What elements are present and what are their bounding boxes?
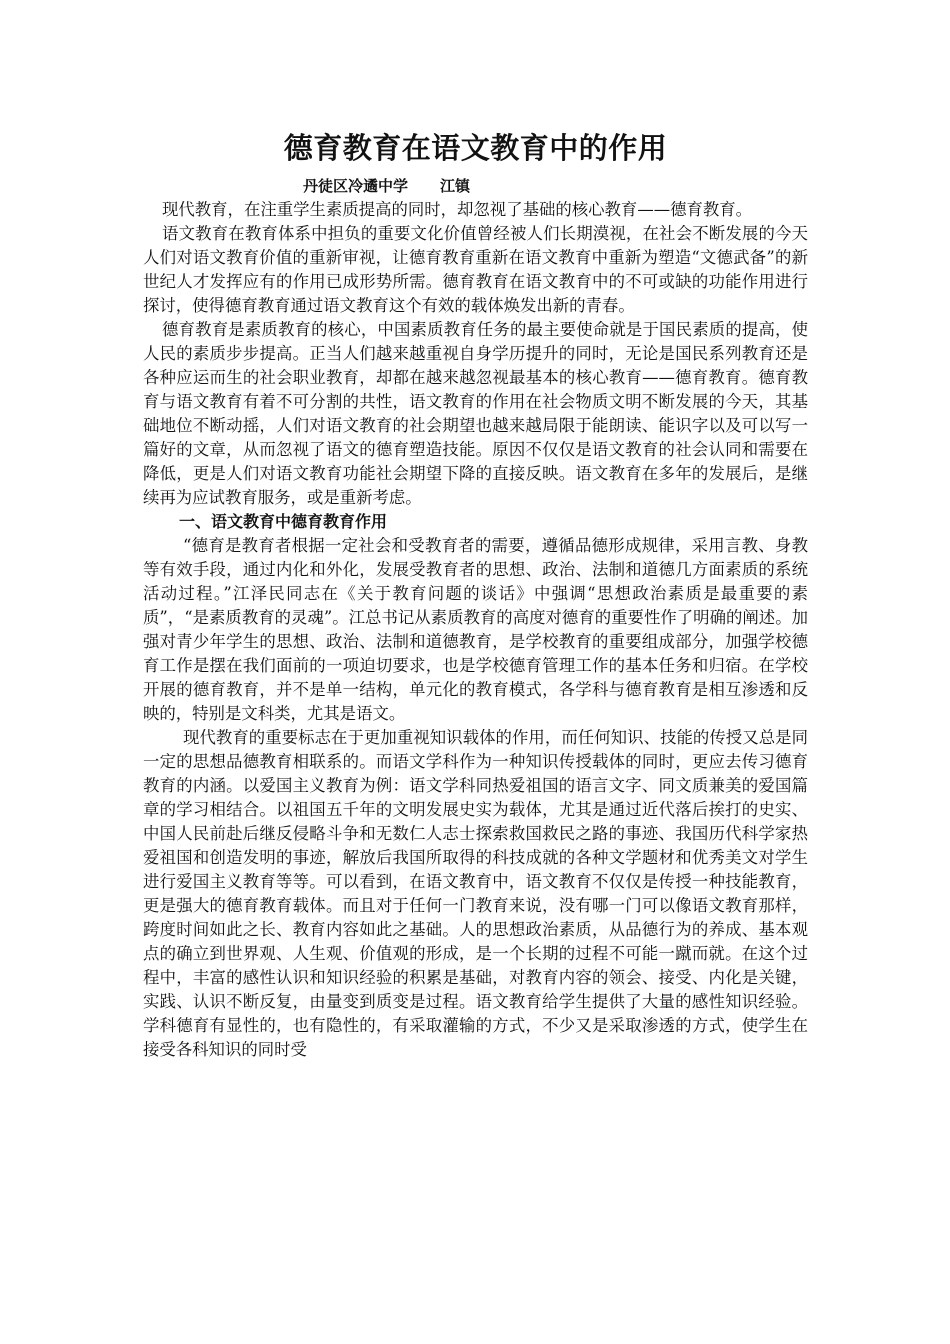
paragraph-1: 现代教育，在注重学生素质提高的同时，却忽视了基础的核心教育——德育教育。 [162, 200, 753, 219]
section-paragraph-1: “德育是教育者根据一定社会和受教育者的需要，遵循品德形成规律，采用言教、身教等有效手段，通过内化和外化，发展受教育者的思想、政治、法制和道德几方面素质的系统活动过程。”江泽民同志在《关于教育问题的谈话》中强调“思想政治素质是最重要的素质”，“是素质教育的灵魂”。江总书记从素质教育的高度对德育的重要性作了明确的阐述。加强对青少年学生的思想、政治、法制和道德教育，是学校教育的重要组成部分，加强学校德育工作是摆在我们面前的一项迫切要求，也是学校德育管理工作的基本任务和归宿。在学校开展的德育教育，并不是单一结构，单元化的教育模式，各学科与德育教育是相互渗透和反映的，特别是文科类，尤其是语文。 [143, 536, 808, 723]
byline-school: 丹徒区冷遹中学 [303, 177, 409, 195]
byline-author: 江镇 [440, 177, 471, 195]
section-heading: 一、语文教育中德育教育作用 [179, 512, 388, 531]
paragraph-2: 语文教育在教育体系中担负的重要文化价值曾经被人们长期漠视，在社会不断发展的今天人们对语文教育价值的重新审视，让德育教育重新在语文教育中重新为塑造“文德武备”的新世纪人才发挥应有的作用已成形势所需。德育教育在语文教育中的不可或缺的功能作用进行探讨，使得德育教育通过语文教育这个有效的载体焕发出新的青春。 [143, 224, 808, 315]
document-page [143, 128, 808, 1062]
paragraph-3: 德育教育是素质教育的核心，中国素质教育任务的最主要使命就是于国民素质的提高，使人民的素质步步提高。正当人们越来越重视自身学历提升的同时，无论是国民系列教育还是各种应运而生的社会职业教育，却都在越来越忽视最基本的核心教育——德育教育。德育教育与语文教育有着不可分割的共性，语文教育的作用在社会物质文明不断发展的今天，其基础地位不断动摇，人们对语文教育的社会期望也越来越局限于能朗读、能识字以及可以写一篇好的文章，从而忽视了语文的德育塑造技能。原因不仅仅是语文教育的社会认同和需要在降低，更是人们对语文教育功能社会期望下降的直接反映。语文教育在多年的发展后，是继续再为应试教育服务，或是重新考虑。 [143, 320, 808, 507]
byline [143, 176, 808, 196]
document-title: 德育教育在语文教育中的作用 [283, 131, 668, 165]
section-paragraph-2: 现代教育的重要标志在于更加重视知识载体的作用，而任何知识、技能的传授又总是同一定的思想品德教育相联系的。而语文学科作为一种知识传授载体的同时，更应去传习德育教育的内涵。以爱国主义教育为例：语文学科同热爱祖国的语言文字、同文质兼美的爱国篇章的学习相结合。以祖国五千年的文明发展史实为载体，尤其是通过近代落后挨打的史实、中国人民前赴后继反侵略斗争和无数仁人志士探索救国救民之路的事迹、我国历代科学家热爱祖国和创造发明的事迹，解放后我国所取得的科技成就的各种文学题材和优秀美文对学生进行爱国主义教育等等。可以看到，在语文教育中，语文教育不仅仅是传授一种技能教育，更是强大的德育教育载体。而且对于任何一门教育来说，没有哪一门可以像语文教育那样，跨度时间如此之长、教育内容如此之基础。人的思想政治素质，从品德行为的养成、基本观点的确立到世界观、人生观、价值观的形成，是一个长期的过程不可能一蹴而就。在这个过程中，丰富的感性认识和知识经验的积累是基础，对教育内容的领会、接受、内化是关键，实践、认识不断反复，由量变到质变是过程。语文教育给学生提供了大量的感性知识经验。学科德育有显性的，也有隐性的，有采取灌输的方式，不少又是采取渗透的方式，使学生在接受各科知识的同时受 [143, 728, 808, 1059]
